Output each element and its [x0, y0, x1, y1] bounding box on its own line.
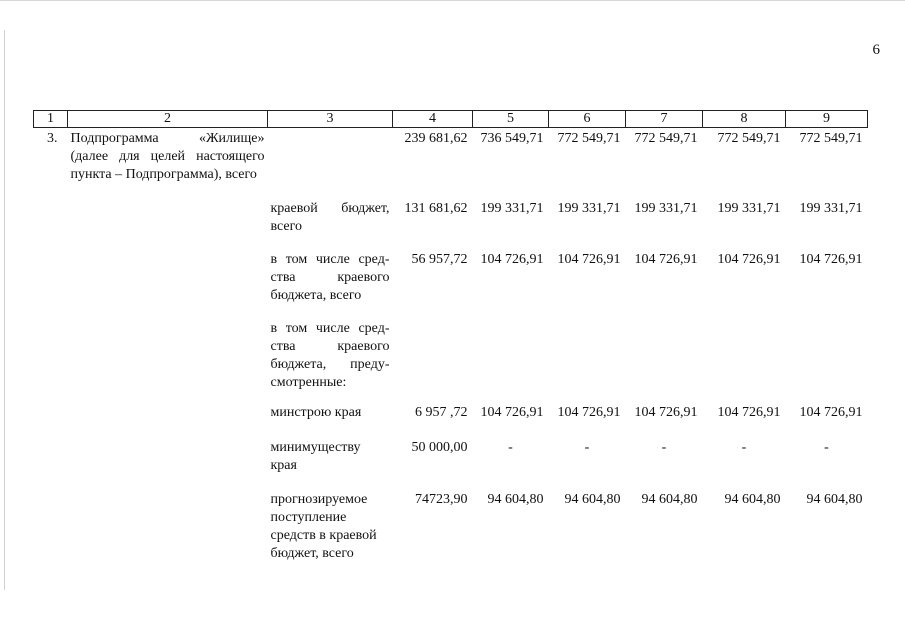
value-cell: 772 549,71: [557, 131, 621, 146]
header-cell-3: 3: [268, 111, 393, 128]
header-cell-5: 5: [473, 111, 549, 128]
value-cell: 94 604,80: [806, 491, 863, 507]
header-cell-1: 1: [34, 111, 68, 128]
scan-edge-left: [4, 30, 5, 590]
value-cell: 94 604,80: [487, 491, 544, 507]
value-cell: 50 000,00: [411, 439, 468, 455]
value-cell: 94 604,80: [564, 491, 621, 507]
value-cell: [393, 320, 473, 404]
value-cell: 772 549,71: [634, 131, 698, 146]
value-cell: -: [661, 439, 667, 455]
header-cell-7: 7: [626, 111, 703, 128]
section-index: 3.: [47, 131, 58, 146]
value-cell: 199 331,71: [480, 200, 544, 216]
value-cell: 199 331,71: [799, 200, 863, 216]
header-cell-4: 4: [393, 111, 473, 128]
value-cell: -: [741, 439, 747, 455]
value-cell: 736 549,71: [480, 131, 544, 146]
value-cell: 772 549,71: [717, 131, 781, 146]
value-cell: 94 604,80: [724, 491, 781, 507]
row-label: [268, 128, 393, 200]
value-cell: 6 957 ,72: [415, 404, 468, 420]
row-label: в том числе сред-ства краевого бюджета, всего: [270, 251, 390, 303]
row-label: минстрою края: [270, 404, 362, 420]
header-cell-2: 2: [68, 111, 268, 128]
value-cell: 104 726,91: [557, 404, 621, 420]
value-cell: 104 726,91: [634, 404, 698, 420]
value-cell: 239 681,62: [404, 131, 468, 146]
value-cell: 104 726,91: [634, 251, 698, 267]
row-label: прогнозируемое поступление средств в краевой бюджет, всего: [270, 491, 377, 561]
value-cell: -: [824, 439, 829, 455]
value-cell: [626, 320, 703, 404]
value-cell: [786, 320, 868, 404]
value-cell: 56 957,72: [411, 251, 468, 267]
value-cell: 104 726,91: [717, 404, 781, 420]
value-cell: 104 726,91: [799, 251, 863, 267]
value-cell: 104 726,91: [557, 251, 621, 267]
header-cell-9: 9: [786, 111, 868, 128]
page-number: 6: [872, 42, 880, 58]
value-cell: 94 604,80: [641, 491, 698, 507]
value-cell: [473, 320, 549, 404]
header-row: [34, 111, 868, 128]
value-cell: [549, 320, 626, 404]
value-cell: -: [584, 439, 590, 455]
value-cell: 104 726,91: [799, 404, 863, 420]
table-row: [34, 128, 868, 200]
value-cell: -: [508, 439, 513, 455]
row-label: в том числе сред-ства краевого бюджета, преду-смотренные:: [270, 320, 390, 390]
value-cell: 74723,90: [415, 491, 468, 507]
value-cell: 199 331,71: [717, 200, 781, 216]
header-cell-6: 6: [549, 111, 626, 128]
section-title: Подпрограмма «Жилище» (далее для целей настоящего пункта – Подпрограмма), всего: [70, 131, 265, 182]
row-label: минимуществу края: [270, 439, 361, 473]
value-cell: [703, 320, 786, 404]
value-cell: 104 726,91: [480, 251, 544, 267]
value-cell: 772 549,71: [799, 131, 863, 146]
value-cell: 131 681,62: [404, 200, 468, 216]
value-cell: 104 726,91: [717, 251, 781, 267]
scan-edge-top: [0, 0, 905, 7]
budget-table: [33, 110, 868, 565]
header-cell-8: 8: [703, 111, 786, 128]
row-label: краевой бюджет, всего: [270, 200, 390, 234]
value-cell: 199 331,71: [557, 200, 621, 216]
value-cell: 104 726,91: [480, 404, 544, 420]
value-cell: 199 331,71: [634, 200, 698, 216]
